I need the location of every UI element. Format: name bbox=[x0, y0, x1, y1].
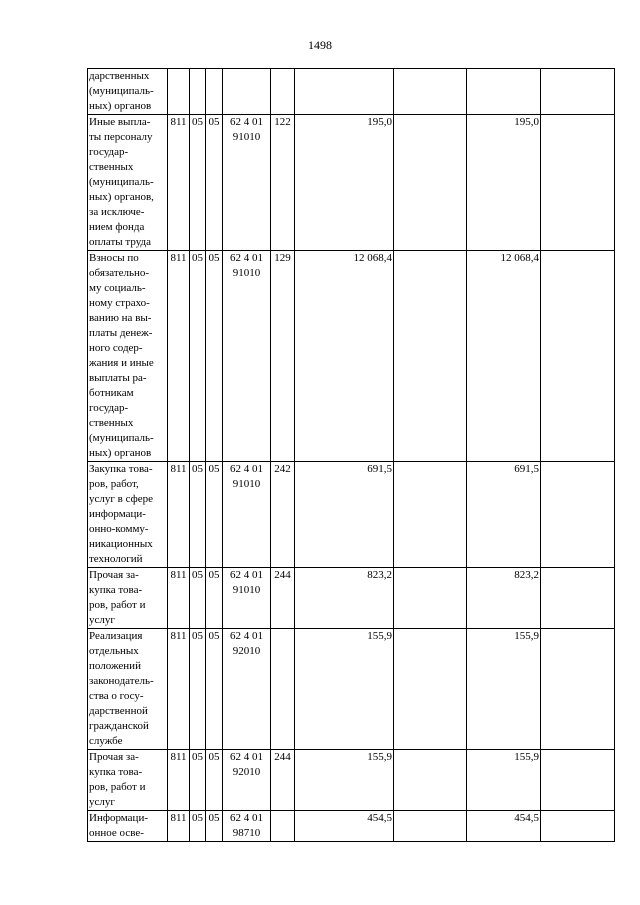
cell-target-article bbox=[223, 568, 271, 629]
target-line: 92010 bbox=[232, 645, 261, 657]
table-body bbox=[88, 69, 615, 842]
cell-amount: 195,0 bbox=[295, 115, 394, 251]
cell-name bbox=[88, 629, 168, 750]
cell-amount bbox=[295, 69, 394, 115]
name-line: ботникам bbox=[89, 387, 134, 399]
name-line: службе bbox=[89, 735, 123, 747]
cell-name bbox=[88, 568, 168, 629]
cell-section bbox=[190, 69, 206, 115]
cell-empty bbox=[394, 462, 467, 568]
table-row bbox=[88, 251, 615, 462]
name-line: Информаци- bbox=[89, 812, 148, 824]
cell-expense-type bbox=[271, 629, 295, 750]
cell-empty bbox=[394, 629, 467, 750]
name-line: ров, работ и bbox=[89, 781, 146, 793]
cell-amount-2: 155,9 bbox=[467, 629, 541, 750]
cell-name bbox=[88, 750, 168, 811]
cell-empty bbox=[541, 251, 615, 462]
cell-empty bbox=[541, 629, 615, 750]
cell-empty bbox=[541, 568, 615, 629]
cell-empty bbox=[541, 750, 615, 811]
cell-section: 05 bbox=[190, 462, 206, 568]
cell-amount: 12 068,4 bbox=[295, 251, 394, 462]
name-line: ственных bbox=[89, 417, 134, 429]
cell-target-article bbox=[223, 629, 271, 750]
name-line: платы денеж- bbox=[89, 327, 153, 339]
name-line: ных) органов bbox=[89, 447, 152, 459]
name-line: ства о госу- bbox=[89, 690, 144, 702]
cell-name bbox=[88, 251, 168, 462]
name-line: гражданской bbox=[89, 720, 149, 732]
cell-empty bbox=[394, 115, 467, 251]
name-line: ванию на вы- bbox=[89, 312, 152, 324]
name-line: услуг bbox=[89, 796, 115, 808]
cell-amount-2: 195,0 bbox=[467, 115, 541, 251]
name-line: отдельных bbox=[89, 645, 139, 657]
name-line: (муниципаль- bbox=[89, 432, 154, 444]
cell-section: 05 bbox=[190, 568, 206, 629]
target-line: 91010 bbox=[232, 267, 261, 279]
name-line: онное осве- bbox=[89, 827, 144, 839]
cell-amount-2 bbox=[467, 69, 541, 115]
name-line: положений bbox=[89, 660, 141, 672]
target-line: 62 4 01 bbox=[230, 751, 263, 763]
cell-expense-type: 122 bbox=[271, 115, 295, 251]
name-line: ных) органов bbox=[89, 100, 152, 112]
cell-section: 05 bbox=[190, 115, 206, 251]
cell-ministry bbox=[168, 69, 190, 115]
target-line: 91010 bbox=[232, 584, 261, 596]
target-line: 91010 bbox=[232, 478, 261, 490]
target-line: 91010 bbox=[232, 131, 261, 143]
cell-expense-type: 244 bbox=[271, 750, 295, 811]
name-line: государ- bbox=[89, 146, 129, 158]
target-line: 62 4 01 bbox=[230, 812, 263, 824]
name-line: нием фонда bbox=[89, 221, 145, 233]
name-line: (муниципаль- bbox=[89, 85, 154, 97]
cell-ministry: 811 bbox=[168, 462, 190, 568]
cell-empty bbox=[541, 69, 615, 115]
name-line: купка това- bbox=[89, 766, 143, 778]
cell-ministry: 811 bbox=[168, 811, 190, 842]
target-line: 62 4 01 bbox=[230, 630, 263, 642]
cell-target-article bbox=[223, 811, 271, 842]
cell-subsection bbox=[206, 69, 223, 115]
name-line: законодатель- bbox=[89, 675, 154, 687]
name-line: Иные выпла- bbox=[89, 116, 151, 128]
cell-empty bbox=[394, 69, 467, 115]
name-line: ного содер- bbox=[89, 342, 143, 354]
cell-expense-type: 242 bbox=[271, 462, 295, 568]
cell-expense-type: 129 bbox=[271, 251, 295, 462]
table-row bbox=[88, 750, 615, 811]
cell-section: 05 bbox=[190, 811, 206, 842]
cell-amount-2: 155,9 bbox=[467, 750, 541, 811]
cell-ministry: 811 bbox=[168, 750, 190, 811]
target-line: 62 4 01 bbox=[230, 463, 263, 475]
cell-name bbox=[88, 811, 168, 842]
cell-name bbox=[88, 115, 168, 251]
cell-target-article bbox=[223, 69, 271, 115]
cell-subsection: 05 bbox=[206, 462, 223, 568]
name-line: Реализация bbox=[89, 630, 143, 642]
cell-empty bbox=[541, 462, 615, 568]
name-line: услуг в сфере bbox=[89, 493, 153, 505]
target-line: 92010 bbox=[232, 766, 261, 778]
cell-amount-2: 691,5 bbox=[467, 462, 541, 568]
cell-subsection: 05 bbox=[206, 629, 223, 750]
cell-target-article bbox=[223, 750, 271, 811]
name-line: Взносы по bbox=[89, 252, 139, 264]
cell-empty bbox=[541, 811, 615, 842]
name-line: услуг bbox=[89, 614, 115, 626]
table-row bbox=[88, 811, 615, 842]
cell-empty bbox=[394, 811, 467, 842]
cell-empty bbox=[394, 750, 467, 811]
cell-subsection: 05 bbox=[206, 811, 223, 842]
name-line: Прочая за- bbox=[89, 569, 139, 581]
cell-amount-2: 12 068,4 bbox=[467, 251, 541, 462]
target-line: 62 4 01 bbox=[230, 116, 263, 128]
cell-ministry: 811 bbox=[168, 568, 190, 629]
cell-ministry: 811 bbox=[168, 629, 190, 750]
cell-subsection: 05 bbox=[206, 568, 223, 629]
cell-empty bbox=[541, 115, 615, 251]
table-row bbox=[88, 115, 615, 251]
name-line: (муниципаль- bbox=[89, 176, 154, 188]
cell-subsection: 05 bbox=[206, 251, 223, 462]
table-row bbox=[88, 69, 615, 115]
name-line: онно-комму- bbox=[89, 523, 149, 535]
cell-amount-2: 454,5 bbox=[467, 811, 541, 842]
name-line: за исключе- bbox=[89, 206, 145, 218]
cell-ministry: 811 bbox=[168, 115, 190, 251]
name-line: выплаты ра- bbox=[89, 372, 147, 384]
name-line: ному страхо- bbox=[89, 297, 150, 309]
cell-name bbox=[88, 69, 168, 115]
name-line: дарственных bbox=[89, 70, 150, 82]
name-line: ных) органов, bbox=[89, 191, 154, 203]
target-line: 62 4 01 bbox=[230, 569, 263, 581]
name-line: Закупка това- bbox=[89, 463, 153, 475]
name-line: никационных bbox=[89, 538, 153, 550]
cell-amount: 823,2 bbox=[295, 568, 394, 629]
cell-empty bbox=[394, 251, 467, 462]
cell-subsection: 05 bbox=[206, 750, 223, 811]
table-row bbox=[88, 629, 615, 750]
cell-target-article bbox=[223, 251, 271, 462]
cell-amount: 454,5 bbox=[295, 811, 394, 842]
page-number: 1498 bbox=[308, 38, 332, 52]
cell-amount-2: 823,2 bbox=[467, 568, 541, 629]
name-line: ров, работ, bbox=[89, 478, 139, 490]
name-line: ты персоналу bbox=[89, 131, 153, 143]
cell-section: 05 bbox=[190, 750, 206, 811]
cell-empty bbox=[394, 568, 467, 629]
cell-amount: 691,5 bbox=[295, 462, 394, 568]
cell-target-article bbox=[223, 462, 271, 568]
name-line: ственных bbox=[89, 161, 134, 173]
name-line: государ- bbox=[89, 402, 129, 414]
cell-subsection: 05 bbox=[206, 115, 223, 251]
cell-amount: 155,9 bbox=[295, 750, 394, 811]
name-line: информаци- bbox=[89, 508, 146, 520]
cell-ministry: 811 bbox=[168, 251, 190, 462]
target-line: 98710 bbox=[232, 827, 261, 839]
cell-name bbox=[88, 462, 168, 568]
cell-expense-type: 244 bbox=[271, 568, 295, 629]
cell-expense-type bbox=[271, 811, 295, 842]
table-row bbox=[88, 462, 615, 568]
cell-section: 05 bbox=[190, 251, 206, 462]
name-line: ров, работ и bbox=[89, 599, 146, 611]
name-line: оплаты труда bbox=[89, 236, 152, 248]
budget-table bbox=[87, 68, 615, 842]
name-line: Прочая за- bbox=[89, 751, 139, 763]
name-line: купка това- bbox=[89, 584, 143, 596]
name-line: жания и иные bbox=[89, 357, 154, 369]
target-line: 62 4 01 bbox=[230, 252, 263, 264]
cell-amount: 155,9 bbox=[295, 629, 394, 750]
cell-target-article bbox=[223, 115, 271, 251]
name-line: технологий bbox=[89, 553, 143, 565]
table-row bbox=[88, 568, 615, 629]
name-line: дарственной bbox=[89, 705, 148, 717]
name-line: обязательно- bbox=[89, 267, 150, 279]
cell-section: 05 bbox=[190, 629, 206, 750]
name-line: му социаль- bbox=[89, 282, 146, 294]
cell-expense-type bbox=[271, 69, 295, 115]
